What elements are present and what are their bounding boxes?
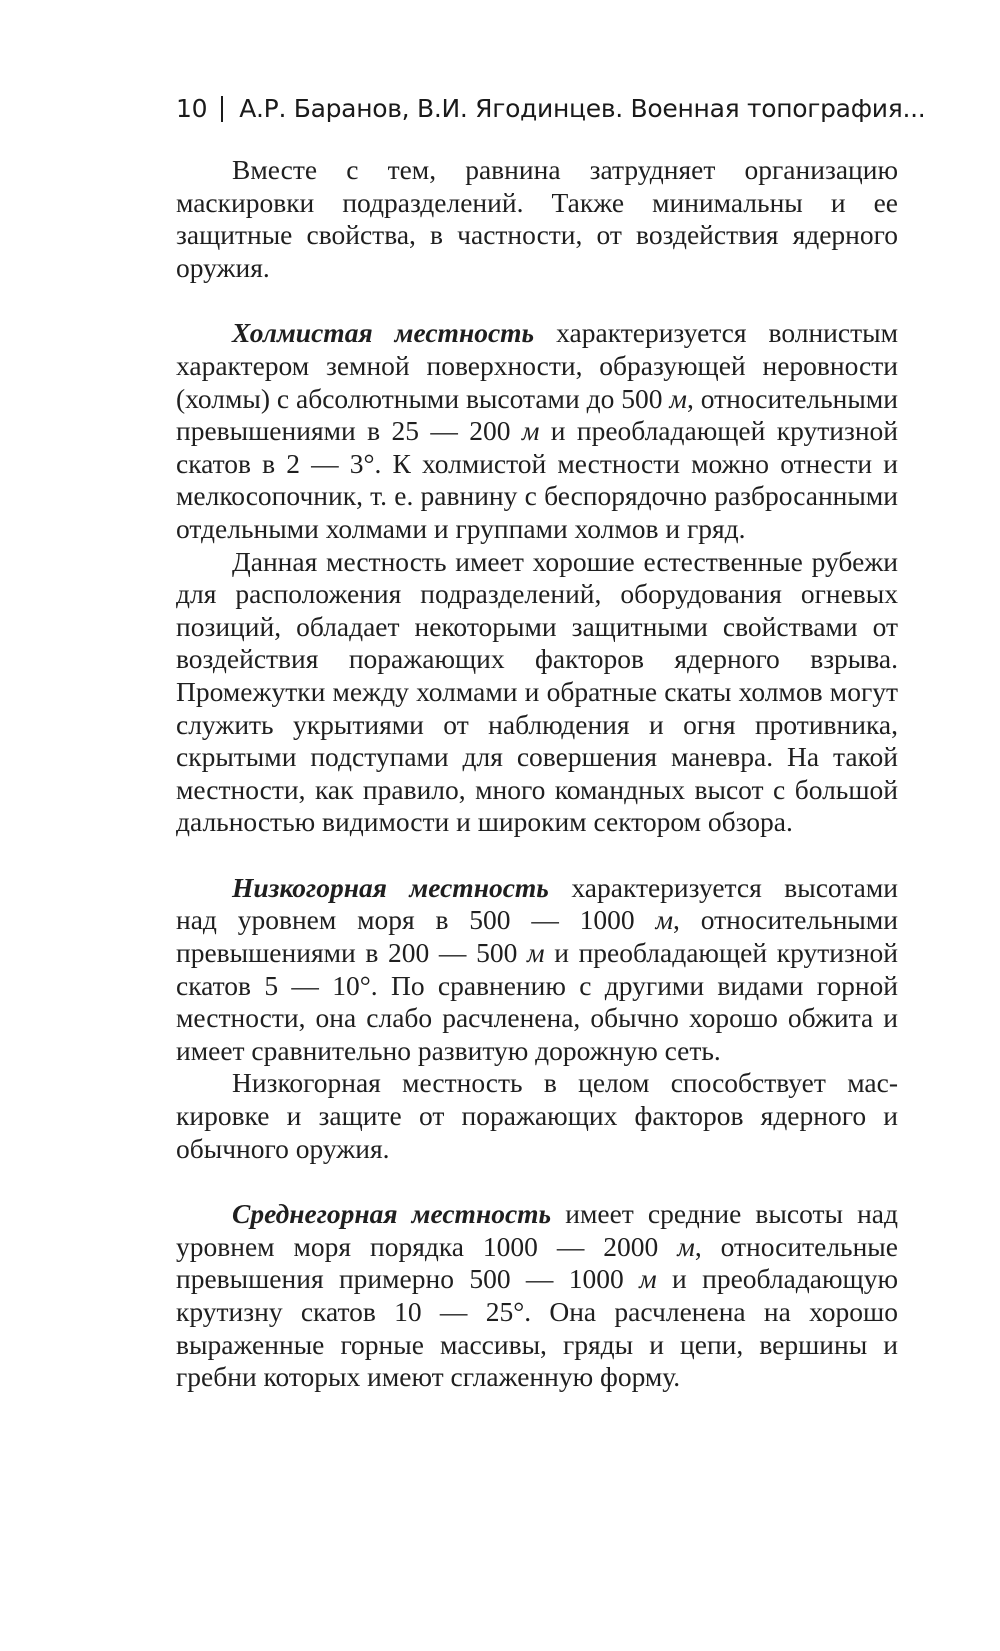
paragraph-hilly-terrain: Холмистая местность характеризуется волнистым характером земной поверхности, образующей неровности (холмы) с абсолютными высотами до 500 м, относительными превышениями в 25 — 200 м и преобладающей крутизной скатов в 2 — 3°. К холмистой местности можно отнести и мелкосопочник, т. е. равнину с беспорядочно разбросанными отдельными холмами и группами холмов и гряд. xyxy=(176,317,899,544)
header-divider xyxy=(221,96,223,122)
page-body xyxy=(176,154,898,1394)
paragraph-low-mountain-properties: Низкогорная местность в целом способствует маскировке и защите от поражающих факторов ядерного и обычного оружия. xyxy=(176,1067,898,1164)
running-header xyxy=(176,92,926,126)
running-title: А.Р. Баранов, В.И. Ягодинцев. Военная топография... xyxy=(239,94,926,123)
term-hilly-terrain: Холмистая местность xyxy=(232,317,535,349)
paragraph-low-mountain: Низкогорная местность характеризуется высотами над уровнем моря в 500 — 1000 м, относительными превышениями в 200 — 500 м и преобладающей крутизной скатов 5 — 10°. По сравнению с другими видами горной местности, она слабо расчленена, обычно хорошо обжита и имеет сравнительно развитую дорожную сеть. xyxy=(176,871,899,1066)
page-number: 10 xyxy=(176,94,208,123)
term-low-mountain: Низкогорная местность xyxy=(232,871,549,903)
paragraph-plain-intro: Вместе с тем, равнина затрудняет организацию маскировки подразделений. Также минимальны и ее защитные свойства, в частности, от воздействия ядерного оружия. xyxy=(176,154,898,283)
paragraph-mid-mountain: Среднегорная местность имеет средние высоты над уровнем моря порядка 1000 — 2000 м, относительные превышения примерно 500 — 1000 м и преобладающую крутизну скатов 10 — 25°. Она расчленена на хорошо выраженные горные массивы, гряды и цепи, вершины и гребни которых имеют сглаженную форму. xyxy=(176,1198,899,1393)
paragraph-hilly-properties: Данная местность имеет хорошие естественные рубежи для расположения подразделений, оборудования огневых позиций, обладает некоторыми защитными свойствами от воздействия поражающих факторов ядерного взрыва. Промежутки между холмами и обратные скаты холмов могут служить укрытиями от наблюдения и огня противника, скрытыми подступами для совершения маневра. На такой местности, как правило, много командных высот с большой дальностью видимости и широким сектором обзора. xyxy=(176,545,898,838)
book-page xyxy=(176,92,926,1394)
term-mid-mountain: Среднегорная местность xyxy=(232,1198,552,1230)
